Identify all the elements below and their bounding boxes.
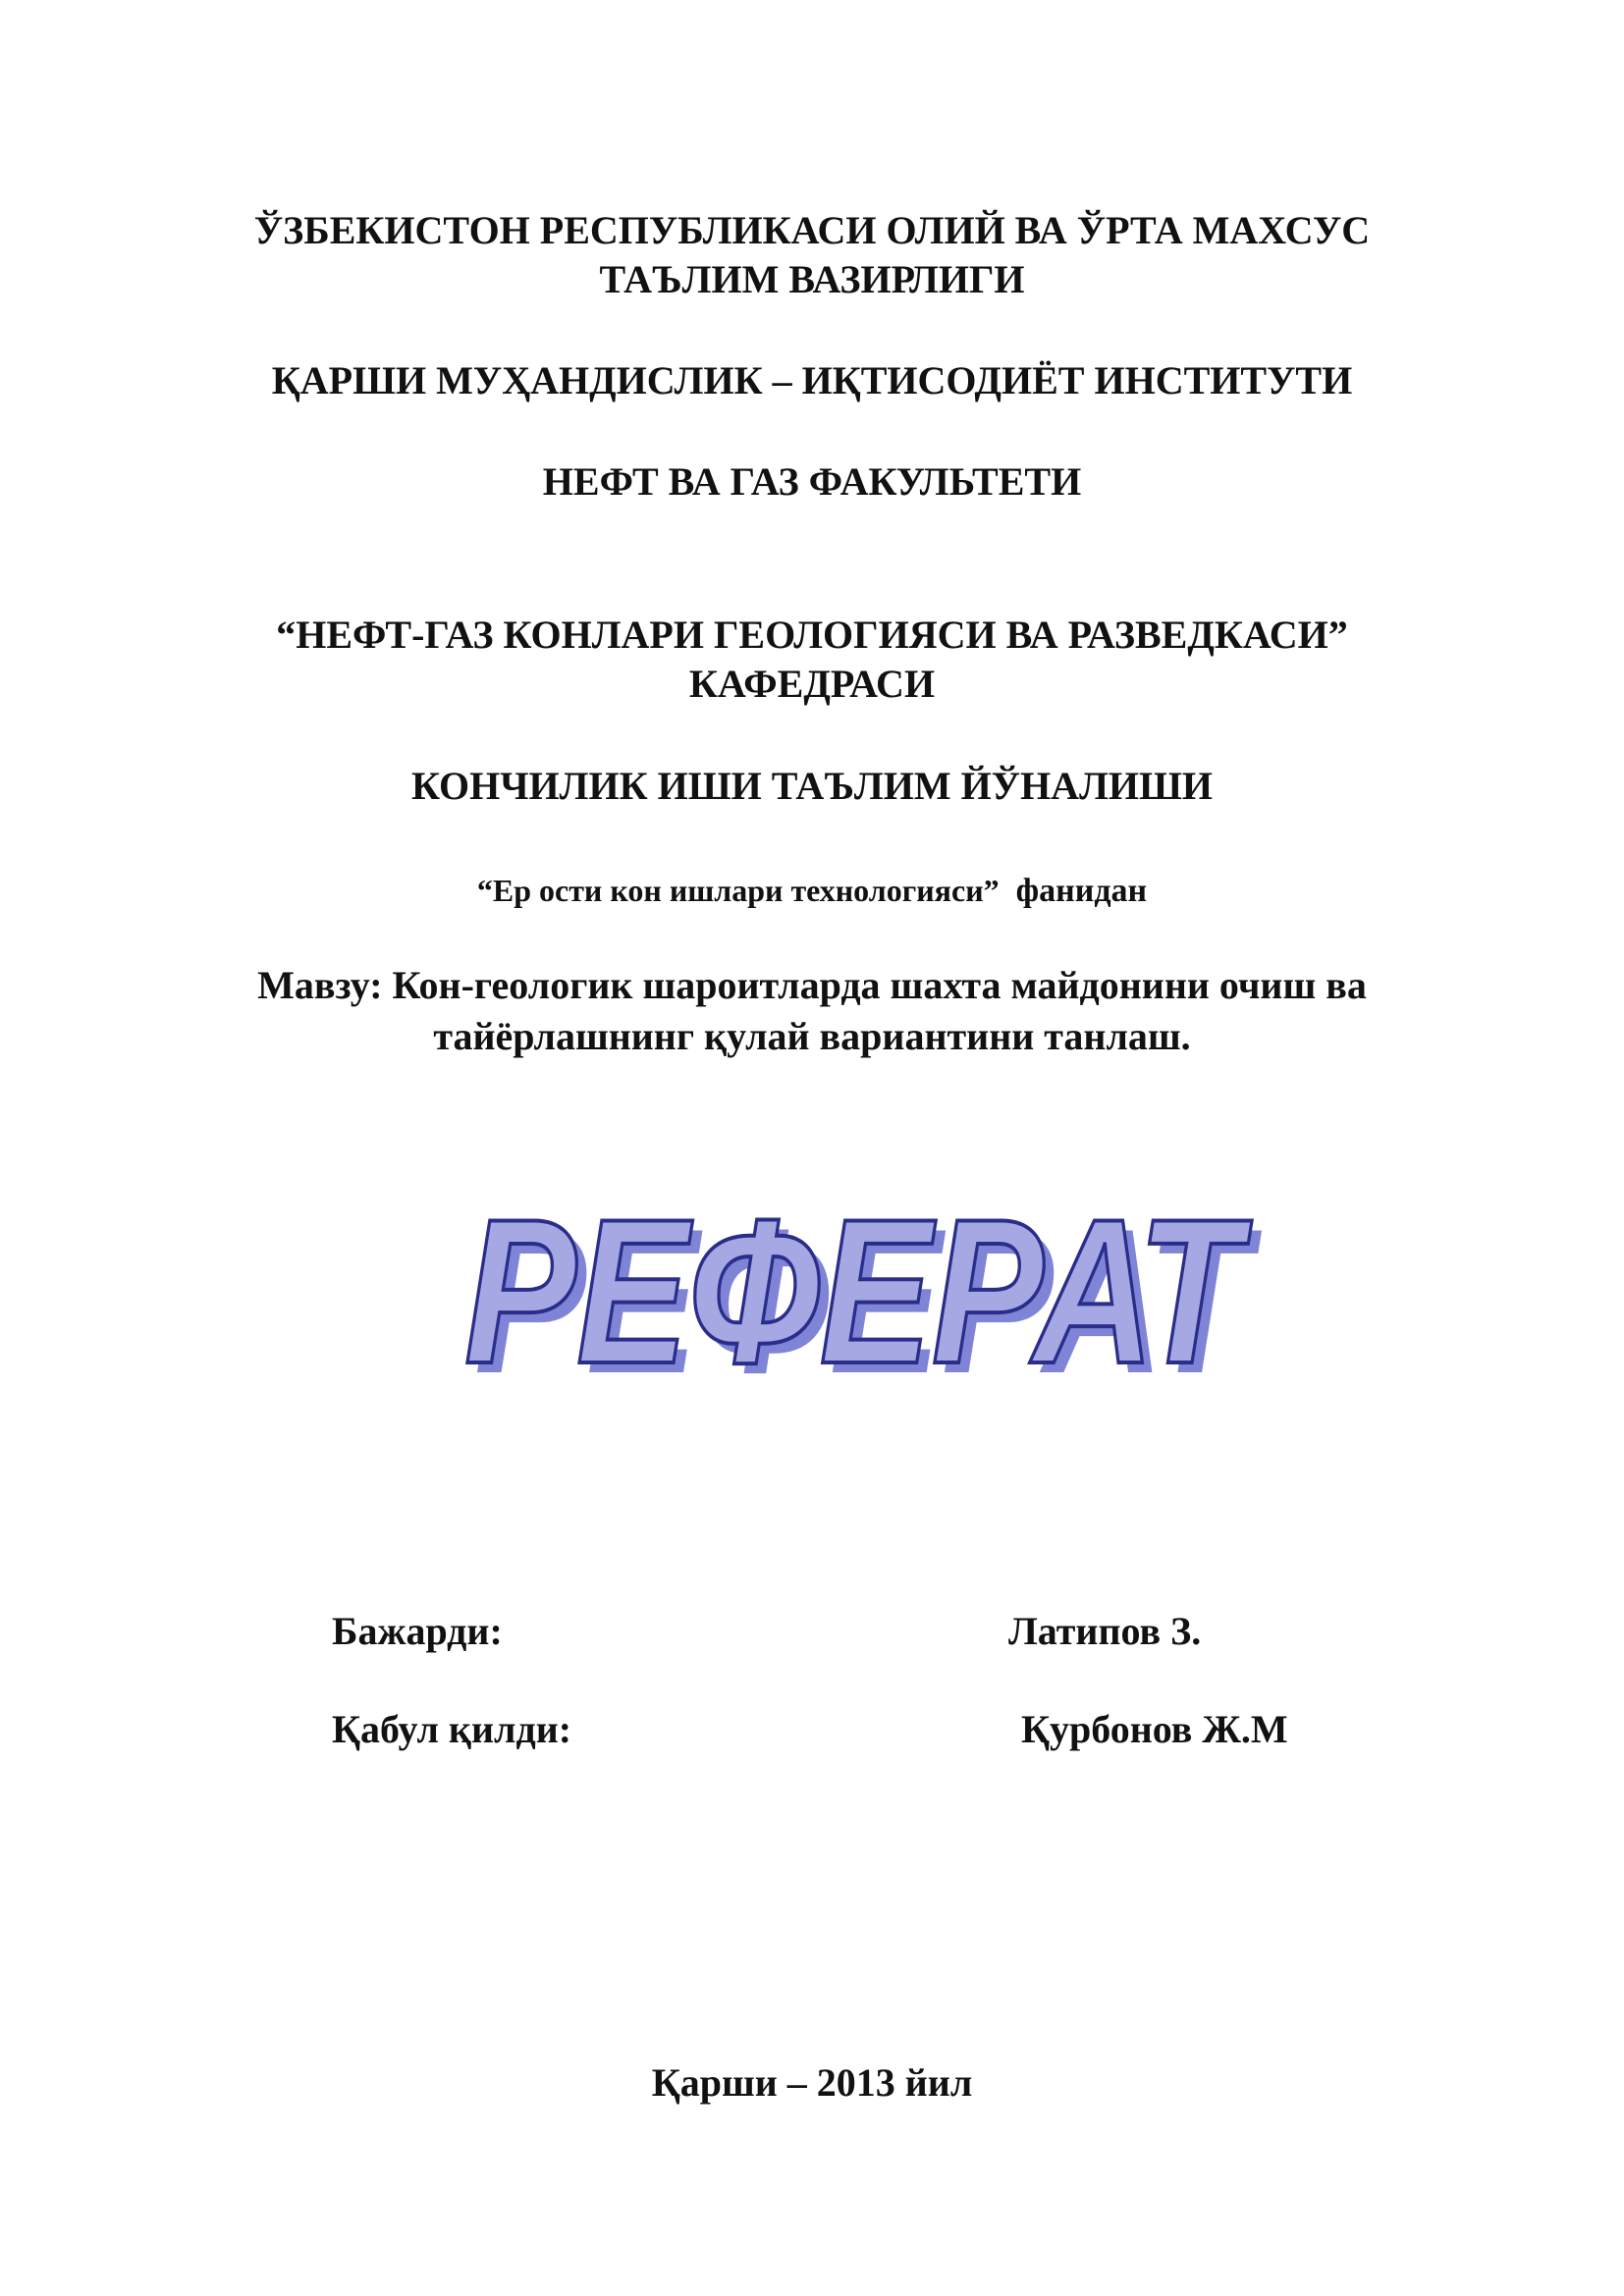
accepted-label: Қабул қилди: (332, 1707, 572, 1751)
place-year: Қарши – 2013 йил (651, 2060, 973, 2105)
performed-label: Бажарди: (332, 1609, 503, 1653)
referat-title: РЕФЕРАТ (464, 1176, 1253, 1407)
ministry-line-1: ЎЗБЕКИСТОН РЕСПУБЛИКАСИ ОЛИЙ ВА ЎРТА МАХСУС (253, 208, 1371, 252)
topic-line-1: Мавзу: Кон-геологик шароитларда шахта майдонини очиш ва (257, 963, 1367, 1007)
referat-shadow: РЕФЕРАТ (474, 1186, 1263, 1416)
department-heading (0, 611, 1624, 709)
faculty-name: НЕФТ ВА ГАЗ ФАКУЛЬТЕТИ (542, 459, 1082, 504)
ministry-line-2: ТАЪЛИМ ВАЗИРЛИГИ (599, 257, 1025, 301)
department-line-2: КАФЕДРАСИ (688, 662, 936, 706)
faculty-heading (0, 457, 1624, 507)
institute-heading (0, 356, 1624, 405)
institute-name: ҚАРШИ МУҲАНДИСЛИК – ИҚТИСОДИЁТ ИНСТИТУТИ (271, 358, 1353, 402)
department-line-1: “НЕФТ-ГАЗ КОНЛАРИ ГЕОЛОГИЯСИ ВА РАЗВЕДКАСИ” (276, 613, 1348, 657)
direction-name: КОНЧИЛИК ИШИ ТАЪЛИМ ЙЎНАЛИШИ (410, 764, 1214, 808)
referat-wordart (412, 1168, 1296, 1423)
performed-name: Латипов З. (1008, 1609, 1202, 1653)
accepted-name: Қурбонов Ж.М (1021, 1707, 1288, 1751)
ministry-heading (0, 206, 1624, 304)
discipline-name: “Ер ости кон ишлари технологияси” (476, 873, 1000, 908)
topic-line-2: тайёрлашнинг қулай вариантини танлаш. (433, 1014, 1191, 1058)
direction-heading (0, 762, 1624, 811)
subject-line (0, 869, 1624, 913)
topic-block (0, 960, 1624, 1062)
discipline-suffix: фанидан (1015, 873, 1148, 909)
